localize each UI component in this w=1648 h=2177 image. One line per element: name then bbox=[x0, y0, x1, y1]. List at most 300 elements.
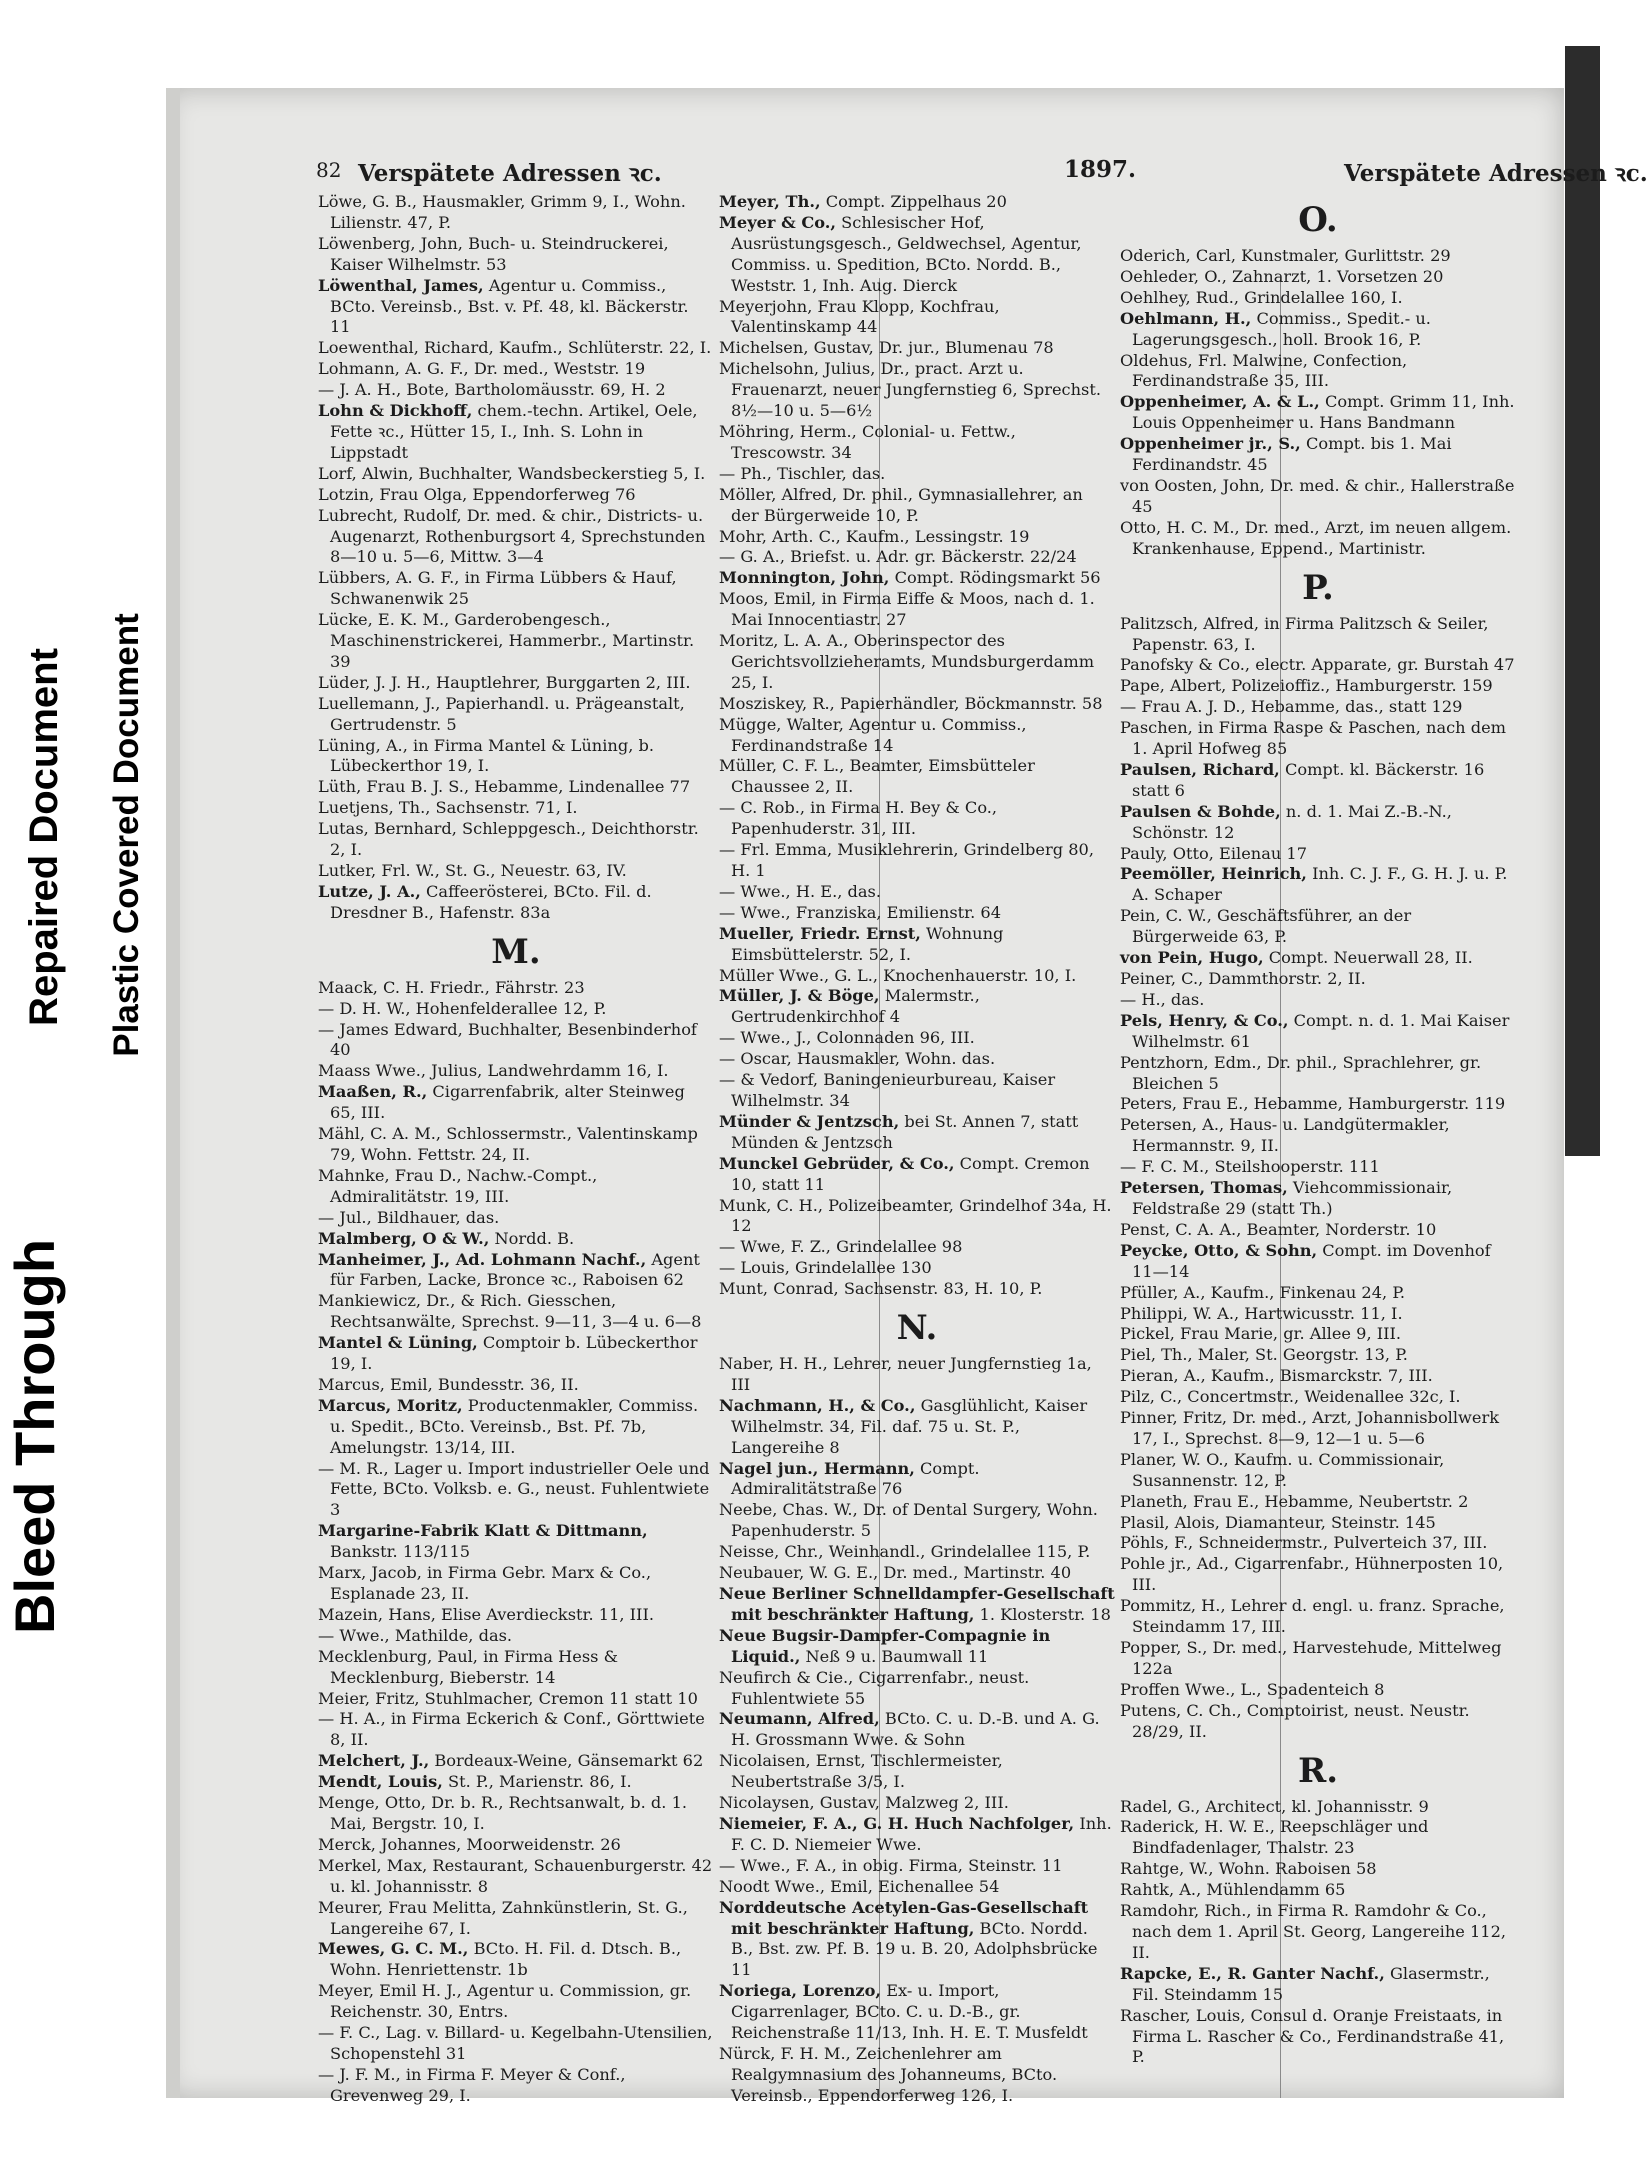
directory-entry bbox=[1120, 802, 1516, 844]
directory-entry bbox=[719, 1898, 1115, 1982]
entry-text: Philippi, W. A., Hartwicusstr. 11, I. bbox=[1120, 1303, 1403, 1323]
directory-entry bbox=[719, 715, 1115, 757]
entry-text: Lutas, Bernhard, Schleppgesch., Deichthorstr. 2, I. bbox=[318, 819, 699, 860]
directory-entry bbox=[1120, 1638, 1516, 1680]
entry-text: Nicolaisen, Ernst, Tischlermeister, Neubertstraße 3/5, I. bbox=[719, 1751, 1003, 1792]
entry-text: — J. F. M., in Firma F. Meyer & Conf., Grevenweg 29, I. bbox=[318, 2064, 626, 2105]
entry-text: Putens, C. Ch., Comptoirist, neust. Neustr. 28/29, II. bbox=[1120, 1700, 1470, 1741]
entry-firm-name: Neue Bugsir-Dampfer-Compagnie in Liquid., bbox=[719, 1625, 1051, 1666]
entry-text: Piel, Th., Maler, St. Georgstr. 13, P. bbox=[1120, 1345, 1408, 1365]
entry-text: Gasglühlicht, Kaiser Wilhelmstr. 34, Fil. daf. 75 u. St. P., Langereihe 8 bbox=[731, 1395, 1088, 1457]
entry-text: Mosziskey, R., Papierhändler, Böckmannstr. 58 bbox=[719, 693, 1103, 713]
entry-firm-name: Petersen, Thomas, bbox=[1120, 1178, 1288, 1198]
entry-firm-name: Peemöller, Heinrich, bbox=[1120, 864, 1307, 884]
entry-text: BCto. Nordd. B., Bst. zw. Pf. B. 19 u. B. 20, Adolphsbrücke 11 bbox=[731, 1918, 1098, 1980]
entry-text: Oldehus, Frl. Malwine, Confection, Ferdinandstraße 35, III. bbox=[1120, 350, 1408, 391]
directory-entry bbox=[719, 1070, 1115, 1112]
entry-firm-name: Norddeutsche Acetylen-Gas-Gesellschaft mit beschränkter Haftung, bbox=[719, 1897, 1089, 1938]
directory-entry bbox=[1120, 864, 1516, 906]
entry-text: — Ph., Tischler, das. bbox=[719, 463, 886, 483]
entry-text: Palitzsch, Alfred, in Firma Palitzsch & Seiler, Papenstr. 63, I. bbox=[1120, 613, 1489, 654]
directory-entry bbox=[719, 527, 1115, 548]
directory-entry bbox=[1120, 676, 1516, 697]
directory-entry bbox=[719, 798, 1115, 840]
entry-firm-name: Noriega, Lorenzo, bbox=[719, 1981, 882, 2001]
entry-text: Möhring, Herm., Colonial- u. Fettw., Trescowstr. 34 bbox=[719, 421, 1016, 462]
section-letter: R. bbox=[1297, 1750, 1339, 1791]
directory-entry bbox=[1120, 1387, 1516, 1408]
directory-entry bbox=[1120, 1492, 1516, 1513]
directory-entry bbox=[318, 192, 714, 234]
entry-text: — Jul., Bildhauer, das. bbox=[318, 1207, 500, 1227]
entry-text: Löwe, G. B., Hausmakler, Grimm 9, I., Wohn. Lilienstr. 47, P. bbox=[318, 192, 686, 232]
entry-text: Lüning, A., in Firma Mantel & Lüning, b. Lübeckerthor 19, I. bbox=[318, 735, 655, 776]
entry-text: Noodt Wwe., Emil, Eichenallee 54 bbox=[719, 1876, 1000, 1896]
directory-entry bbox=[719, 1793, 1115, 1814]
directory-entry bbox=[318, 1563, 714, 1605]
entry-text: — James Edward, Buchhalter, Besenbinderhof 40 bbox=[318, 1019, 697, 1060]
directory-entry bbox=[318, 1772, 714, 1793]
entry-text: 1. Klosterstr. 18 bbox=[974, 1604, 1111, 1624]
directory-entry bbox=[719, 840, 1115, 882]
entry-text: n. d. 1. Mai Z.-B.-N., Schönstr. 12 bbox=[1132, 801, 1452, 842]
entry-firm-name: Neumann, Alfred, bbox=[719, 1709, 880, 1729]
directory-entry bbox=[318, 1291, 714, 1333]
directory-entry bbox=[1120, 1901, 1516, 1964]
entry-text: Lotzin, Frau Olga, Eppendorferweg 76 bbox=[318, 484, 636, 504]
directory-entry bbox=[318, 1647, 714, 1689]
entry-text: Merkel, Max, Restaurant, Schauenburgerstr. 42 u. kl. Johannisstr. 8 bbox=[318, 1855, 713, 1896]
entry-text: Marcus, Emil, Bundesstr. 36, II. bbox=[318, 1374, 579, 1394]
entry-text: Compt. Cremon 10, statt 11 bbox=[731, 1153, 1090, 1194]
entry-text: Pauly, Otto, Eilenau 17 bbox=[1120, 843, 1308, 863]
entry-text: Oehlhey, Rud., Grindelallee 160, I. bbox=[1120, 287, 1403, 307]
entry-text: — Frl. Emma, Musiklehrerin, Grindelberg 80, H. 1 bbox=[719, 840, 1094, 880]
entry-firm-name: Müller, J. & Böge, bbox=[719, 986, 880, 1006]
directory-entry bbox=[318, 1835, 714, 1856]
entry-firm-name: Löwenthal, James, bbox=[318, 275, 484, 295]
entry-text: Naber, H. H., Lehrer, neuer Jungfernstieg 1a, III bbox=[719, 1354, 1092, 1394]
directory-entry bbox=[719, 1814, 1115, 1856]
entry-firm-name: von Pein, Hugo, bbox=[1120, 948, 1264, 968]
entry-firm-name: Münder & Jentzsch, bbox=[719, 1111, 900, 1131]
directory-entry bbox=[1120, 246, 1516, 267]
directory-entry bbox=[1120, 906, 1516, 948]
entry-text: Compt. Admiralitätstraße 76 bbox=[731, 1458, 980, 1499]
entry-text: Munk, C. H., Polizeibeamter, Grindelhof 34a, H. 12 bbox=[719, 1195, 1112, 1236]
directory-entry bbox=[1120, 1817, 1516, 1859]
entry-text: Möller, Alfred, Dr. phil., Gymnasiallehrer, an der Bürgerweide 10, P. bbox=[719, 484, 1083, 525]
entry-text: — Wwe., H. E., das. bbox=[719, 881, 881, 901]
entry-text: Mazein, Hans, Elise Averdieckstr. 11, III. bbox=[318, 1604, 654, 1624]
entry-text: Pilz, C., Concertmstr., Weidenallee 32c, I. bbox=[1120, 1387, 1461, 1407]
entry-text: Mankiewicz, Dr., & Rich. Giesschen, Rechtsanwälte, Sprechst. 9—11, 3—4 u. 6—8 bbox=[318, 1291, 702, 1332]
directory-entry bbox=[318, 401, 714, 464]
directory-entry bbox=[1120, 1011, 1516, 1053]
entry-firm-name: Lohn & Dickhoff, bbox=[318, 401, 473, 421]
directory-entry bbox=[1120, 2006, 1516, 2069]
directory-entry bbox=[318, 978, 714, 999]
directory-entry bbox=[1120, 1178, 1516, 1220]
entry-text: Pohle jr., Ad., Cigarrenfabr., Hühnerposten 10, III. bbox=[1120, 1554, 1504, 1595]
entry-text: Bordeaux-Weine, Gänsemarkt 62 bbox=[429, 1751, 704, 1771]
directory-entry bbox=[1120, 614, 1516, 656]
entry-text: Meier, Fritz, Stuhlmacher, Cremon 11 statt 10 bbox=[318, 1688, 698, 1708]
entry-text: Neubauer, W. G. E., Dr. med., Martinstr. 40 bbox=[719, 1563, 1072, 1583]
entry-text: — Frau A. J. D., Hebamme, das., statt 129 bbox=[1120, 697, 1463, 717]
entry-text: — & Vedorf, Baningenieurbureau, Kaiser Wilhelmstr. 34 bbox=[719, 1070, 1056, 1110]
entry-firm-name: Marcus, Moritz, bbox=[318, 1395, 463, 1415]
entry-text: Pöhls, F., Schneidermstr., Pulverteich 37, III. bbox=[1120, 1533, 1488, 1553]
entry-firm-name: Margarine-Fabrik Klatt & Dittmann, bbox=[318, 1521, 648, 1541]
entry-text: Mahnke, Frau D., Nachw.-Compt., Admiralitätstr. 19, III. bbox=[318, 1165, 598, 1206]
directory-entry bbox=[1120, 518, 1516, 560]
entry-text: Lutker, Frl. W., St. G., Neuestr. 63, IV. bbox=[318, 861, 627, 880]
entry-firm-name: Nagel jun., Hermann, bbox=[719, 1458, 915, 1478]
directory-entry bbox=[1120, 1701, 1516, 1743]
directory-entry bbox=[719, 338, 1115, 359]
directory-entry bbox=[719, 1049, 1115, 1070]
directory-entry bbox=[318, 1082, 714, 1124]
directory-entry bbox=[318, 1626, 714, 1647]
entry-text: Compt. bis 1. Mai Ferdinandstr. 45 bbox=[1132, 434, 1452, 475]
entry-text: Glasermstr., Fil. Steindamm 15 bbox=[1132, 1963, 1490, 2004]
directory-entry bbox=[1120, 476, 1516, 518]
entry-firm-name: Manheimer, J., Ad. Lohmann Nachf., bbox=[318, 1249, 647, 1269]
entry-firm-name: Nachmann, H., & Co., bbox=[719, 1395, 916, 1415]
directory-entry bbox=[318, 359, 714, 380]
entry-text: — Wwe., Mathilde, das. bbox=[318, 1625, 513, 1645]
entry-text: Agent für Farben, Lacke, Bronce ꝛc., Raboisen 62 bbox=[330, 1249, 700, 1290]
entry-firm-name: Paulsen & Bohde, bbox=[1120, 801, 1281, 821]
entry-firm-name: Malmberg, O & W., bbox=[318, 1228, 490, 1248]
entry-text: Otto, H. C. M., Dr. med., Arzt, im neuen allgem. Krankenhause, Eppend., Martinistr. bbox=[1120, 517, 1512, 558]
directory-entry bbox=[318, 1333, 714, 1375]
entry-text: Malermstr., Gertrudenkirchhof 4 bbox=[731, 986, 980, 1027]
directory-entry bbox=[719, 924, 1115, 966]
directory-entry bbox=[719, 1563, 1115, 1584]
directory-entry bbox=[1120, 1880, 1516, 1901]
directory-entry bbox=[318, 694, 714, 736]
directory-entry bbox=[318, 485, 714, 506]
directory-entry bbox=[1120, 1513, 1516, 1534]
entry-text: — M. R., Lager u. Import industrieller Oele und Fette, BCto. Volksb. e. G., neust. Fuhlentwiete 3 bbox=[318, 1458, 710, 1520]
entry-text: — D. H. W., Hohenfelderallee 12, P. bbox=[318, 998, 607, 1018]
entry-text: Mügge, Walter, Agentur u. Commiss., Ferdinandstraße 14 bbox=[719, 714, 1027, 755]
directory-entry bbox=[318, 1793, 714, 1835]
entry-text: Popper, S., Dr. med., Harvestehude, Mittelweg 122a bbox=[1120, 1638, 1502, 1678]
directory-entry bbox=[1120, 718, 1516, 760]
directory-entry bbox=[1120, 655, 1516, 676]
directory-entry bbox=[719, 297, 1115, 339]
directory-entry bbox=[719, 2044, 1115, 2107]
directory-entry bbox=[1120, 1283, 1516, 1304]
entry-text: — J. A. H., Bote, Bartholomäusstr. 69, H. 2 bbox=[318, 380, 666, 400]
directory-entry bbox=[719, 485, 1115, 527]
directory-entry bbox=[318, 673, 714, 694]
directory-entry bbox=[318, 1898, 714, 1940]
entry-text: Neebe, Chas. W., Dr. of Dental Surgery, Wohn. Papenhuderstr. 5 bbox=[719, 1500, 1098, 1541]
page-number: 82 bbox=[316, 158, 342, 182]
entry-text: — Oscar, Hausmakler, Wohn. das. bbox=[719, 1049, 996, 1069]
directory-entry bbox=[1120, 351, 1516, 393]
entry-text: Paschen, in Firma Raspe & Paschen, nach dem 1. April Hofweg 85 bbox=[1120, 718, 1507, 759]
entry-text: Mähl, C. A. M., Schlossermstr., Valentinskamp 79, Wohn. Fettstr. 24, II. bbox=[318, 1124, 698, 1164]
entry-firm-name: Niemeier, F. A., G. H. Huch Nachfolger, bbox=[719, 1813, 1075, 1833]
entry-text: Rahtge, W., Wohn. Raboisen 58 bbox=[1120, 1859, 1377, 1879]
entry-text: Müller Wwe., G. L., Knochenhauerstr. 10, I. bbox=[719, 965, 1077, 985]
section-letter: P. bbox=[1302, 567, 1334, 608]
section-letter: N. bbox=[896, 1308, 938, 1349]
entry-text: Pentzhorn, Edm., Dr. phil., Sprachlehrer, gr. Bleichen 5 bbox=[1120, 1052, 1482, 1093]
directory-entry bbox=[318, 568, 714, 610]
directory-entry bbox=[719, 547, 1115, 568]
directory-entry bbox=[318, 2023, 714, 2065]
directory-entry bbox=[1120, 948, 1516, 969]
entry-text: — G. A., Briefst. u. Adr. gr. Bäckerstr. 22/24 bbox=[719, 547, 1077, 567]
directory-entry bbox=[318, 736, 714, 778]
entry-text: Löwenberg, John, Buch- u. Steindruckerei, Kaiser Wilhelmstr. 53 bbox=[318, 233, 669, 274]
directory-entry bbox=[318, 234, 714, 276]
entry-text: Planeth, Frau E., Hebamme, Neubertstr. 2 bbox=[1120, 1491, 1469, 1511]
directory-entry bbox=[1120, 392, 1516, 434]
entry-text: Schlesischer Hof, Ausrüstungsgesch., Geldwechsel, Agentur, Commiss. u. Spedition, BCto. Nordd. B., Weststr. 1, Inh. Aug. Dierck bbox=[731, 212, 1082, 295]
entry-text: — Wwe., F. A., in obig. Firma, Steinstr. 11 bbox=[719, 1855, 1063, 1875]
directory-entry bbox=[719, 1877, 1115, 1898]
entry-firm-name: Monnington, John, bbox=[719, 568, 890, 588]
scanner-edge-band bbox=[1565, 46, 1600, 1156]
entry-text: — F. C. M., Steilshooperstr. 111 bbox=[1120, 1157, 1380, 1177]
entry-text: Compt. im Dovenhof 11—14 bbox=[1132, 1240, 1491, 1281]
entry-text: Petersen, A., Haus- u. Landgütermakler, Hermannstr. 9, II. bbox=[1120, 1115, 1450, 1156]
directory-entry bbox=[719, 694, 1115, 715]
directory-entry bbox=[719, 1459, 1115, 1501]
directory-entry bbox=[1120, 1596, 1516, 1638]
running-head-left: Verspätete Adressen ꝛc. bbox=[358, 160, 662, 187]
directory-entry bbox=[719, 986, 1115, 1028]
directory-entry bbox=[719, 1028, 1115, 1049]
directory-entry bbox=[318, 506, 714, 569]
entry-text: Panofsky & Co., electr. Apparate, gr. Burstah 47 bbox=[1120, 655, 1515, 675]
directory-entry bbox=[1120, 1964, 1516, 2006]
directory-entry bbox=[719, 568, 1115, 589]
directory-entry bbox=[719, 464, 1115, 485]
directory-entry bbox=[318, 1689, 714, 1710]
entry-text: Compt. Neuerwall 28, II. bbox=[1263, 948, 1473, 968]
bleed-through-label: Bleed Through bbox=[0, 774, 70, 1640]
entry-text: BCto. C. u. D.-B. und A. G. H. Grossmann Wwe. & Sohn bbox=[731, 1709, 1100, 1750]
directory-entry bbox=[1120, 760, 1516, 802]
directory-entry bbox=[719, 1542, 1115, 1563]
column-3 bbox=[1120, 192, 1516, 2068]
entry-text: Moos, Emil, in Firma Eiffe & Moos, nach d. 1. Mai Innocentiastr. 27 bbox=[719, 589, 1095, 630]
entry-firm-name: Mewes, G. C. M., bbox=[318, 1939, 469, 1959]
directory-entry bbox=[1120, 990, 1516, 1011]
entry-text: Caffeerösterei, BCto. Fil. d. Dresdner B., Hafenstr. 83a bbox=[330, 881, 652, 922]
directory-entry bbox=[1120, 1345, 1516, 1366]
entry-text: Mecklenburg, Paul, in Firma Hess & Mecklenburg, Bieberstr. 14 bbox=[318, 1646, 619, 1687]
directory-entry bbox=[719, 1237, 1115, 1258]
entry-text: Luellemann, J., Papierhandl. u. Prägeanstalt, Gertrudenstr. 5 bbox=[318, 693, 685, 734]
entry-text: Lüder, J. J. H., Hauptlehrer, Burggarten 2, III. bbox=[318, 672, 691, 692]
entry-text: Müller, C. F. L., Beamter, Eimsbütteler Chaussee 2, II. bbox=[719, 756, 1035, 797]
directory-entry bbox=[318, 610, 714, 673]
entry-text: Pinner, Fritz, Dr. med., Arzt, Johannisbollwerk 17, I., Sprechst. 8—9, 12—1 u. 5—6 bbox=[1120, 1408, 1500, 1448]
entry-text: Peters, Frau E., Hebamme, Hamburgerstr. 119 bbox=[1120, 1094, 1506, 1114]
directory-entry bbox=[318, 380, 714, 401]
entry-text: Productenmakler, Commiss. u. Spedit., BCto. Vereinsb., Bst. Pf. 7b, Amelungstr. 13/14, III. bbox=[330, 1395, 699, 1457]
directory-entry bbox=[318, 276, 714, 339]
directory-entry bbox=[719, 359, 1115, 422]
entry-text: Agentur u. Commiss., BCto. Vereinsb., Bst. v. Pf. 48, kl. Bäckerstr. 11 bbox=[330, 275, 689, 337]
entry-text: Rascher, Louis, Consul d. Oranje Freistaats, in Firma L. Rascher & Co., Ferdinandstraße 41, P. bbox=[1120, 2005, 1505, 2067]
directory-entry bbox=[719, 1279, 1115, 1300]
directory-entry bbox=[1120, 844, 1516, 865]
entry-text: Cigarrenfabrik, alter Steinweg 65, III. bbox=[330, 1082, 685, 1123]
entry-firm-name: Melchert, J., bbox=[318, 1751, 430, 1771]
directory-entry bbox=[1120, 1680, 1516, 1701]
entry-text: Oehleder, O., Zahnarzt, 1. Vorsetzen 20 bbox=[1120, 266, 1444, 286]
entry-text: Compt. Grimm 11, Inh. Louis Oppenheimer u. Hans Bandmann bbox=[1132, 392, 1515, 433]
directory-entry bbox=[719, 1196, 1115, 1238]
entry-text: Lorf, Alwin, Buchhalter, Wandsbeckerstieg 5, I. bbox=[318, 463, 706, 483]
directory-entry bbox=[318, 1605, 714, 1626]
directory-entry bbox=[1120, 1324, 1516, 1345]
entry-firm-name: Maaßen, R., bbox=[318, 1082, 428, 1102]
directory-entry bbox=[719, 192, 1115, 213]
directory-entry bbox=[1120, 1304, 1516, 1325]
entry-firm-name: Mendt, Louis, bbox=[318, 1772, 443, 1792]
entry-text: Meyer, Emil H. J., Agentur u. Commission, gr. Reichenstr. 30, Entrs. bbox=[318, 1981, 692, 2022]
repaired-document-label: Repaired Document bbox=[18, 582, 70, 1092]
entry-text: Inh. C. J. F., G. H. J. u. P. A. Schaper bbox=[1132, 864, 1508, 905]
entry-text: Peiner, C., Dammthorstr. 2, II. bbox=[1120, 969, 1366, 988]
directory-entry bbox=[719, 1856, 1115, 1877]
entry-firm-name: Paulsen, Richard, bbox=[1120, 759, 1280, 779]
directory-entry bbox=[719, 1751, 1115, 1793]
entry-firm-name: Pels, Henry, & Co., bbox=[1120, 1010, 1289, 1030]
entry-text: Radel, G., Architect, kl. Johannisstr. 9 bbox=[1120, 1796, 1429, 1816]
entry-text: Marx, Jacob, in Firma Gebr. Marx & Co., Esplanade 23, II. bbox=[318, 1563, 652, 1603]
directory-entry bbox=[1120, 1220, 1516, 1241]
entry-text: Viehcommissionair, Feldstraße 29 (statt Th.) bbox=[1132, 1178, 1453, 1218]
directory-entry bbox=[719, 756, 1115, 798]
directory-entry bbox=[318, 338, 714, 359]
directory-entry bbox=[318, 1229, 714, 1250]
entry-text: Ex- u. Import, Cigarrenlager, BCto. C. u. D.-B., gr. Reichenstraße 11/13, Inh. H. E. T. Musfeldt bbox=[731, 1981, 1088, 2043]
entry-text: — H., das. bbox=[1120, 989, 1205, 1009]
directory-entry bbox=[719, 213, 1115, 297]
entry-firm-name: Mantel & Lüning, bbox=[318, 1333, 478, 1353]
section-letter: O. bbox=[1298, 200, 1338, 240]
entry-text: Lohmann, A. G. F., Dr. med., Weststr. 19 bbox=[318, 359, 646, 379]
entry-firm-name: Meyer, Th., bbox=[719, 192, 821, 211]
directory-entry bbox=[318, 798, 714, 819]
directory-entry bbox=[318, 1061, 714, 1082]
directory-entry bbox=[1120, 1094, 1516, 1115]
directory-entry bbox=[719, 1396, 1115, 1459]
entry-text: Luetjens, Th., Sachsenstr. 71, I. bbox=[318, 798, 578, 818]
directory-entry bbox=[318, 819, 714, 861]
entry-text: Rahtk, A., Mühlendamm 65 bbox=[1120, 1880, 1346, 1900]
column-2 bbox=[719, 192, 1115, 2107]
directory-entry bbox=[318, 1709, 714, 1751]
directory-entry bbox=[719, 903, 1115, 924]
entry-text: Loewenthal, Richard, Kaufm., Schlüterstr. 22, I. bbox=[318, 338, 712, 358]
plastic-covered-label: Plastic Covered Document bbox=[103, 570, 151, 1100]
directory-entry bbox=[1120, 1115, 1516, 1157]
directory-entry bbox=[1120, 1450, 1516, 1492]
entry-text: Neisse, Chr., Weinhandl., Grindelallee 115, P. bbox=[719, 1542, 1091, 1562]
directory-entry bbox=[318, 1459, 714, 1522]
entry-text: Raderick, H. W. E., Reepschläger und Bindfadenlager, Thalstr. 23 bbox=[1120, 1817, 1429, 1858]
entry-text: Michelsen, Gustav, Dr. jur., Blumenau 78 bbox=[719, 338, 1054, 358]
entry-text: St. P., Marienstr. 86, I. bbox=[442, 1772, 632, 1792]
entry-text: — H. A., in Firma Eckerich & Conf., Görttwiete 8, II. bbox=[318, 1709, 705, 1750]
entry-text: — C. Rob., in Firma H. Bey & Co., Papenhuderstr. 31, III. bbox=[719, 798, 998, 839]
entry-text: Pape, Albert, Polizeioffiz., Hamburgerstr. 159 bbox=[1120, 676, 1493, 696]
entry-text: von Oosten, John, Dr. med. & chir., Hallerstraße 45 bbox=[1120, 475, 1515, 516]
entry-firm-name: Oppenheimer, A. & L., bbox=[1120, 392, 1320, 412]
directory-entry bbox=[1120, 1554, 1516, 1596]
directory-entry bbox=[1120, 434, 1516, 476]
entry-text: Moritz, L. A. A., Oberinspector des Gerichtsvollzieheramts, Mundsburgerdamm 25, I. bbox=[719, 631, 1095, 692]
entry-text: Proffen Wwe., L., Spadenteich 8 bbox=[1120, 1679, 1385, 1699]
entry-firm-name: Neue Berliner Schnelldampfer-Gesellschaft mit beschränkter Haftung, bbox=[719, 1584, 1115, 1624]
directory-entry bbox=[1120, 288, 1516, 309]
directory-entry bbox=[318, 1396, 714, 1459]
directory-entry bbox=[318, 2065, 714, 2107]
entry-text: Nürck, F. H. M., Zeichenlehrer am Realgymnasium des Johanneums, BCto. Vereinsb., Eppendorferweg 126, I. bbox=[719, 2043, 1058, 2105]
entry-text: Mohr, Arth. C., Kaufm., Lessingstr. 19 bbox=[719, 526, 1030, 546]
entry-firm-name: Munckel Gebrüder, & Co., bbox=[719, 1153, 955, 1173]
directory-page bbox=[166, 88, 1648, 2105]
directory-entry bbox=[719, 1354, 1115, 1396]
directory-entry bbox=[719, 966, 1115, 987]
directory-entry bbox=[1120, 267, 1516, 288]
running-head-right: Verspätete Adressen ꝛc. bbox=[1344, 160, 1648, 187]
entry-text: Wohnung Eimsbüttelerstr. 52, I. bbox=[731, 923, 1004, 964]
entry-text: Pieran, A., Kaufm., Bismarckstr. 7, III. bbox=[1120, 1366, 1433, 1386]
directory-entry bbox=[318, 1981, 714, 2023]
directory-entry bbox=[318, 1521, 714, 1563]
entry-text: Plasil, Alois, Diamanteur, Steinstr. 145 bbox=[1120, 1512, 1436, 1532]
directory-entry bbox=[719, 631, 1115, 694]
directory-entry bbox=[1120, 309, 1516, 351]
entry-firm-name: Meyer & Co., bbox=[719, 212, 837, 232]
entry-text: Oderich, Carl, Kunstmaler, Gurlittstr. 29 bbox=[1120, 246, 1451, 265]
directory-entry bbox=[1120, 1366, 1516, 1387]
entry-text: — Wwe., Franziska, Emilienstr. 64 bbox=[719, 902, 1002, 922]
entry-text: Nordd. B. bbox=[489, 1228, 575, 1248]
entry-text: Compt. kl. Bäckerstr. 16 statt 6 bbox=[1132, 759, 1485, 800]
entry-text: Meyerjohn, Frau Klopp, Kochfrau, Valentinskamp 44 bbox=[719, 296, 1000, 337]
directory-entry bbox=[318, 1856, 714, 1898]
directory-entry bbox=[1120, 1533, 1516, 1554]
entry-text: chem.-techn. Artikel, Oele, Fette ꝛc., Hütter 15, I., Inh. S. Lohn in Lippstadt bbox=[330, 401, 698, 462]
directory-entry bbox=[318, 1208, 714, 1229]
entry-firm-name: Lutze, J. A., bbox=[318, 881, 421, 901]
directory-entry bbox=[318, 1250, 714, 1292]
directory-entry bbox=[318, 1166, 714, 1208]
directory-entry bbox=[719, 1626, 1115, 1668]
directory-entry bbox=[719, 1584, 1115, 1626]
directory-entry bbox=[318, 861, 714, 882]
directory-entry bbox=[719, 1668, 1115, 1710]
entry-text: Pommitz, H., Lehrer d. engl. u. franz. Sprache, Steindamm 17, III. bbox=[1120, 1596, 1505, 1637]
entry-text: Michelsohn, Julius, Dr., pract. Arzt u. Frauenarzt, neuer Jungfernstieg 6, Sprechst. 8½—10 u. 5—6½ bbox=[719, 359, 1101, 421]
entry-text: Pfüller, A., Kaufm., Finkenau 24, P. bbox=[1120, 1282, 1406, 1302]
